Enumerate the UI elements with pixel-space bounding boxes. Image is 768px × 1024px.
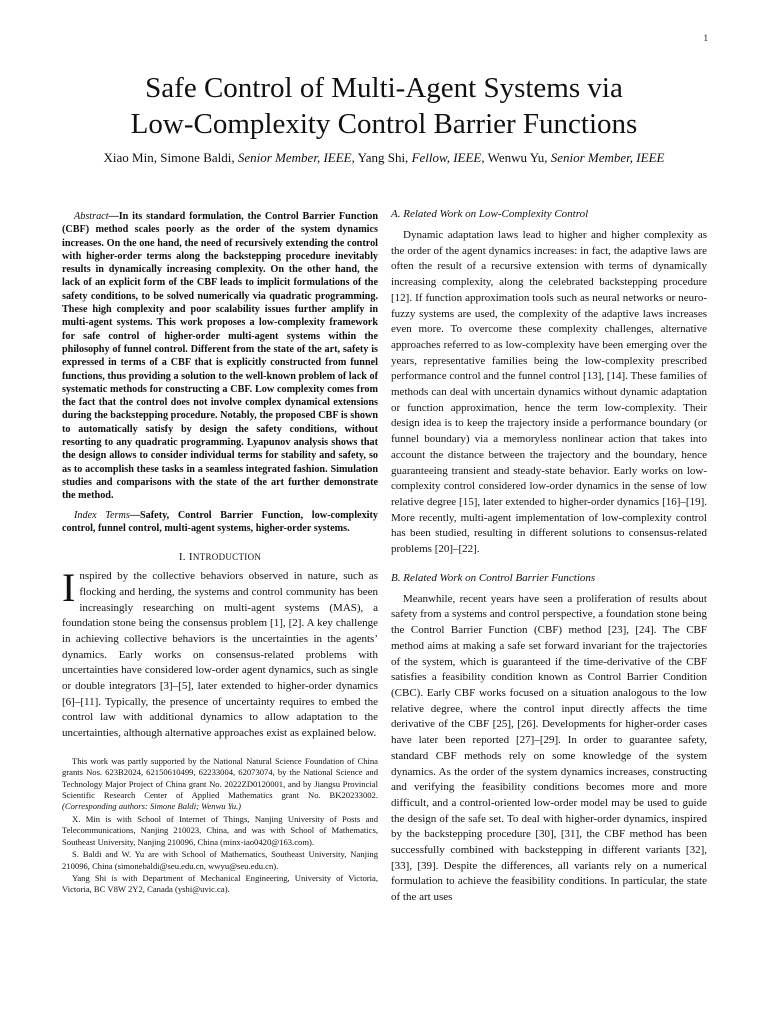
footnotes: [62, 756, 378, 896]
section-heading-introduction: [62, 551, 378, 563]
section-numeral: I.: [178, 551, 189, 564]
footnote-funding-text: This work was partly supported by the National Natural Science Foundation of China grants Nos. 623B2024, 62150610499, 62233004, 62073074, by the National Science and Technology Major Project of China grant No. 2022ZD0120001, and by Jiangsu Provincial Scientific Research Center of Applied Mathematics grant No. BK20233002.: [62, 755, 378, 801]
author-role-2: Fellow, IEEE: [411, 150, 482, 165]
title-line-2: Low-Complexity Control Barrier Functions: [130, 108, 638, 140]
paper-title: [60, 70, 708, 142]
subsection-b-text: Meanwhile, recent years have seen a proliferation of results about safety from a systems and control perspective, a foundation stone being the Control Barrier Function (CBF) method [23], [24]. The CBF method aims at making a safe set forward invariant for the trajectories of the system, which is guaranteed if the time-derivative of the CBF satisfies a feasibility condition known as Control Barrier Condition (CBC). Early CBF works focused on a situation analogous to the low relative degree, where the control input directly affects the time derivative of the CBF [25], [26]. Developments for higher-order cases have later been reported [27]–[29]. In order to guarantee safety, standard CBF methods rely on some knowledge of the system dynamics. As the order of the system dynamics increases, constructing and verifying the feasibility conditions becomes more and more difficult, and a control-oriented low-order model may be used to guide the design of the safe set. To deal with higher-order dynamics, inspired by the backstepping procedure [30], [31], the CBF method has been successfully combined with backstepping in different variants [32], [33], [39]. Despite the differences, all variants rely on a numerical formulation to achieve the feasibility conditions. In particular, the state of the art uses: [391, 592, 707, 904]
subsection-a-text: Dynamic adaptation laws lead to higher and higher complexity as the order of the agent dynamics increases: in fact, the adaptive laws are often the result of a recursive extension with terms of dynamically increasing complexity, along the celebrated backstepping procedure [12]. If function approximation tools such as neural networks or neuro-fuzzy systems are used, the complexity of the adaptive laws increases even more. To overcome these complexity challenges, alternative approaches referred to as low-complexity have been emerging over the years, representative families being the low-complexity prescribed performance control and the funnel control [13], [14]. These families of methods can deal with uncertain dynamics without dynamic adaptation or function approximation, hence the term low-complexity. Their design idea is to keep the trajectory inside a performance boundary (or funnel boundary) via a memoryless nonlinear action that takes into account the distance between the trajectory and the boundary, hence guaranteeing transient and steady-state behavior. Early works on low-complexity control considered low-order dynamics in the sense of low relative degree [15], later extended to higher-order dynamics [16]–[19]. More recently, multi-agent implementation of low-complexity control has been studied, resulting in different solutions to consensus-related problems [20]–[22].: [391, 229, 707, 556]
left-column: [62, 210, 378, 897]
intro-paragraph: [62, 565, 378, 742]
footnote-funding: [62, 756, 378, 813]
page-number: 1: [703, 33, 708, 43]
abstract: [62, 210, 378, 503]
abstract-text: —In its standard formulation, the Control Barrier Function (CBF) method scales poorly as the order of the system dynamics increases. On the one hand, the need of recursively extending the control with higher-order terms along the backstepping procedure inevitably results in dynamically increasing complexity. On the other hand, the lack of an explicit form of the CBF leads to implicit formulations of the safety conditions, to be solved numerically via quadratic programming. These high complexity and poor scalability issues further amplify in multi-agent systems. This work proposes a low-complexity framework for safe control of higher-order multi-agent systems within the philosophy of funnel control. Different from the state of the art, safety is expressed in terms of a CBF that is explicitly constructed from funnel functions, thus providing a solution to the well-known problem of lack of systematic methods for constructing a CBF. Low complexity comes from the fact that the control does not involve complex dynamical extensions during the backstepping procedure. Notably, the proposed CBF is shown to automatically satisfy by design the safety conditions, without resorting to any quadratic programming. Lyapunov analysis shows that the design allows to consider individual terms for stability and safety, so as to accomplish these tasks in a seamless integrated fashion. Simulation studies and comparisons with the state of the art further demonstrate the method.: [62, 211, 378, 502]
author-role-3: Senior Member, IEEE: [550, 150, 665, 165]
footnote-affiliation-min: X. Min is with School of Internet of Things, Nanjing University of Posts and Telecommunications, Nanjing 210023, China, and was with School of Mathematics, Southeast University, Nanjing 210096, China (minx-iao0420@163.com).: [62, 813, 378, 847]
subsection-heading-b: B. Related Work on Control Barrier Functions: [391, 571, 596, 584]
author-role-1: Senior Member, IEEE: [237, 150, 352, 165]
section-title-initial: I: [188, 551, 193, 564]
author-names-1: Xiao Min, Simone Baldi,: [103, 150, 238, 165]
footnote-affiliation-shi: Yang Shi is with Department of Mechanical Engineering, University of Victoria, Victoria, BC V8W 2Y2, Canada (yshi@uvic.ca).: [62, 872, 378, 895]
abstract-label: Abstract: [74, 211, 109, 222]
drop-cap: I: [62, 565, 76, 611]
title-line-1: Safe Control of Multi-Agent Systems via: [145, 72, 623, 104]
subsection-heading-a: A. Related Work on Low-Complexity Control: [391, 208, 589, 220]
right-column: [391, 208, 707, 906]
index-terms: [62, 509, 378, 536]
author-names-2: , Yang Shi,: [351, 150, 412, 165]
footnote-corresponding: (Corresponding authors: Simone Baldi; Wenwu Yu.): [62, 801, 242, 812]
author-names-3: , Wenwu Yu,: [481, 150, 551, 165]
index-terms-text: —Safety, Control Barrier Function, low-complexity control, funnel control, multi-agent systems, higher-order systems.: [62, 509, 378, 534]
author-list: [40, 149, 728, 167]
intro-text: nspired by the collective behaviors observed in nature, such as flocking and herding, the systems and control community has been increasingly researching on multi-agent systems (MAS), a foundation stone being the consensus problem [1], [2]. A key challenge in achieving collective behaviors is the uncertainties in the agents’ dynamics. Early works on consensus-related problems with uncertainties have considered low-order agent dynamics, such as single or double integrators [3]–[5], later extended to higher-order dynamics [6]–[11]. Typically, the presence of uncertainty requires to embed the control law with additional dynamics to allow adaptation to the uncertainties, although alternative approaches exist as explained below.: [62, 570, 378, 740]
footnote-affiliation-baldi-yu: S. Baldi and W. Yu are with School of Mathematics, Southeast University, Nanjing 210096, China (simonebaldi@seu.edu.cn, wwyu@seu.edu.cn).: [62, 849, 378, 871]
section-title-rest: NTRODUCTION: [192, 552, 262, 563]
index-terms-label: Index Terms: [74, 509, 130, 521]
